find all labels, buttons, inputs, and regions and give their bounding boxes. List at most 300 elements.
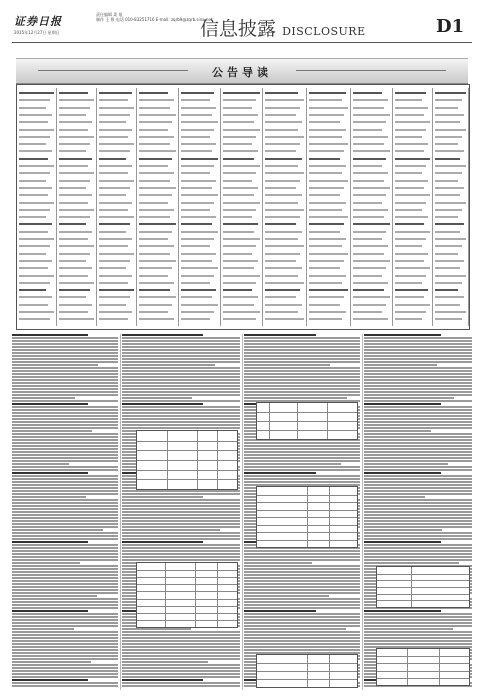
text-line — [12, 574, 118, 576]
text-line — [244, 391, 360, 393]
text-line — [12, 658, 118, 660]
guide-entry — [99, 114, 130, 116]
guide-entry — [223, 260, 258, 262]
guide-entry — [309, 289, 348, 291]
text-line — [12, 673, 118, 675]
guide-entry — [309, 187, 344, 189]
text-line — [12, 511, 118, 513]
guide-entry — [99, 180, 134, 182]
guide-entry — [309, 114, 344, 116]
table-row — [377, 587, 469, 588]
guide-entry — [435, 92, 466, 94]
guide-entry — [395, 282, 422, 284]
text-line — [364, 430, 431, 432]
guide-entry — [435, 187, 464, 189]
text-line — [244, 628, 346, 630]
text-line — [122, 388, 240, 390]
text-line — [244, 352, 360, 354]
table-row — [137, 577, 237, 578]
text-line — [12, 490, 118, 492]
guide-entry — [59, 296, 86, 298]
text-line — [12, 451, 118, 453]
column-separator — [362, 334, 363, 690]
text-line — [122, 652, 240, 654]
text-line — [12, 562, 80, 564]
text-line — [364, 388, 472, 390]
guide-entry — [139, 107, 170, 109]
text-line — [364, 427, 472, 429]
guide-entry — [435, 165, 466, 167]
guide-entry — [395, 187, 424, 189]
guide-entry — [181, 121, 218, 123]
text-line — [244, 340, 360, 342]
guide-entry — [223, 296, 258, 298]
guide-entry — [353, 318, 388, 320]
guide-entry — [59, 121, 92, 123]
guide-entry — [353, 129, 382, 131]
text-line — [122, 535, 240, 537]
guide-entry — [353, 180, 384, 182]
text-line — [364, 466, 472, 468]
text-line — [122, 340, 240, 342]
text-line — [244, 349, 360, 351]
guide-entry — [59, 194, 92, 196]
text-line — [12, 343, 118, 345]
guide-entry — [353, 165, 382, 167]
text-line — [12, 685, 118, 687]
text-line — [244, 382, 360, 384]
table-column-rule — [167, 431, 168, 489]
editor-line: 责任编辑 姜 旭 — [96, 12, 123, 17]
text-line — [122, 496, 203, 498]
text-line — [364, 433, 472, 435]
guide-entry — [59, 187, 86, 189]
text-line — [364, 550, 472, 552]
text-line — [364, 631, 472, 633]
guide-entry — [395, 180, 428, 182]
text-line — [12, 379, 118, 381]
text-line — [12, 364, 98, 366]
text-line — [364, 487, 472, 489]
guide-entry — [19, 267, 48, 269]
column-separator — [120, 334, 121, 690]
guide-entry — [19, 136, 50, 138]
text-line — [122, 358, 240, 360]
text-line — [12, 508, 118, 510]
guide-entry — [223, 150, 258, 152]
text-line — [364, 634, 472, 636]
guide-entry — [99, 129, 132, 131]
text-line — [244, 454, 360, 456]
guide-entry — [99, 158, 126, 160]
text-line — [122, 352, 240, 354]
guide-entry — [139, 143, 170, 145]
text-line — [364, 421, 472, 423]
text-line — [364, 364, 437, 366]
guide-entry — [265, 223, 296, 225]
guide-entry — [139, 282, 174, 284]
text-line — [12, 439, 118, 441]
text-line — [122, 529, 220, 531]
guide-entry — [223, 107, 252, 109]
guide-entry — [265, 275, 298, 277]
text-line — [244, 583, 360, 585]
text-line — [364, 397, 454, 399]
guide-entry — [353, 121, 386, 123]
text-line — [364, 547, 472, 549]
guide-entry — [353, 245, 388, 247]
text-line — [364, 493, 472, 495]
text-line — [244, 445, 360, 447]
text-line — [12, 625, 118, 627]
text-line — [364, 562, 459, 564]
guide-entry — [265, 296, 296, 298]
text-line — [364, 622, 472, 624]
data-table — [136, 430, 238, 490]
guide-entry — [223, 187, 258, 189]
guide-entry — [309, 172, 342, 174]
text-line — [244, 478, 360, 480]
text-line — [244, 469, 360, 471]
guide-entry — [265, 253, 300, 255]
guide-entry — [139, 165, 168, 167]
text-line — [122, 526, 240, 528]
guide-entry — [59, 209, 94, 211]
text-line — [244, 610, 316, 612]
guide-entry — [265, 180, 300, 182]
guide-entry — [181, 282, 210, 284]
table-row — [137, 570, 237, 571]
guide-entry — [59, 180, 90, 182]
issue-info — [96, 12, 212, 22]
text-line — [12, 541, 88, 543]
text-line — [244, 586, 360, 588]
table-row — [257, 421, 357, 422]
text-line — [122, 520, 240, 522]
data-table — [136, 562, 238, 628]
text-line — [12, 586, 118, 588]
text-line — [12, 400, 118, 402]
guide-entry — [181, 260, 212, 262]
text-line — [12, 340, 118, 342]
guide-entry — [265, 136, 304, 138]
guide-entry — [265, 92, 298, 94]
text-line — [12, 385, 118, 387]
text-line — [244, 634, 360, 636]
text-line — [364, 640, 472, 642]
guide-entry — [19, 202, 54, 204]
text-line — [364, 460, 472, 462]
dateline: 2015年12月27日 星期日 — [14, 30, 60, 35]
guide-entry — [435, 121, 460, 123]
text-line — [12, 337, 118, 339]
guide-entry — [435, 202, 466, 204]
guide-entry — [99, 260, 130, 262]
text-line — [364, 472, 441, 474]
guide-entry — [19, 158, 48, 160]
guide-entry — [99, 223, 130, 225]
text-line — [364, 532, 472, 534]
guide-entry — [181, 245, 210, 247]
text-line — [364, 520, 472, 522]
guide-entry — [395, 275, 426, 277]
text-line — [12, 676, 118, 678]
guide-entry — [59, 275, 88, 277]
guide-entry — [435, 260, 464, 262]
text-line — [12, 544, 118, 546]
page-header — [0, 0, 484, 46]
text-line — [12, 424, 118, 426]
guide-entry — [309, 318, 342, 320]
text-line — [364, 514, 472, 516]
text-line — [122, 523, 240, 525]
text-line — [12, 478, 118, 480]
guide-entry — [139, 92, 168, 94]
text-line — [364, 625, 472, 627]
guide-entry — [395, 143, 428, 145]
text-line — [122, 682, 240, 684]
text-line — [244, 334, 316, 336]
guide-entry — [353, 172, 388, 174]
guide-entry — [19, 187, 52, 189]
text-line — [364, 400, 472, 402]
text-line — [12, 553, 118, 555]
guide-entry — [435, 180, 458, 182]
data-table — [376, 566, 470, 608]
text-line — [364, 409, 472, 411]
text-line — [244, 394, 360, 396]
text-line — [364, 391, 472, 393]
text-line — [12, 499, 118, 501]
text-line — [364, 508, 472, 510]
guide-entry — [99, 165, 132, 167]
guide-entry — [309, 180, 348, 182]
guide-entry — [19, 253, 46, 255]
text-line — [364, 415, 472, 417]
text-line — [122, 418, 240, 420]
guide-entry — [223, 267, 254, 269]
guide-entry — [223, 318, 256, 320]
text-line — [122, 673, 240, 675]
text-line — [364, 484, 472, 486]
guide-entry — [59, 304, 92, 306]
text-line — [122, 424, 240, 426]
text-line — [364, 544, 472, 546]
text-line — [12, 466, 118, 468]
text-line — [12, 445, 118, 447]
guide-entry — [19, 260, 52, 262]
text-line — [12, 484, 118, 486]
guide-entry — [309, 92, 346, 94]
guide-entry — [353, 260, 390, 262]
text-line — [12, 643, 118, 645]
text-line — [364, 385, 472, 387]
text-line — [12, 427, 118, 429]
guide-entry — [99, 136, 128, 138]
text-line — [122, 646, 240, 648]
table-row — [257, 430, 357, 431]
guide-entry — [139, 260, 176, 262]
text-line — [364, 418, 472, 420]
text-line — [12, 472, 88, 474]
guide-entry — [223, 282, 256, 284]
guide-entry — [395, 114, 424, 116]
guide-entry — [19, 121, 48, 123]
guide-entry — [223, 92, 260, 94]
table-row — [137, 450, 237, 451]
guide-entry — [435, 282, 462, 284]
guide-entry — [353, 202, 382, 204]
guide-column — [97, 88, 137, 326]
guide-entry — [223, 143, 252, 145]
guide-entry — [353, 216, 384, 218]
guide-column — [179, 88, 221, 326]
text-line — [122, 640, 240, 642]
text-line — [364, 616, 472, 618]
guide-entry — [395, 194, 430, 196]
guide-entry — [19, 311, 54, 313]
guide-entry — [395, 172, 422, 174]
text-line — [244, 625, 360, 627]
guide-entry — [181, 304, 218, 306]
text-line — [12, 550, 118, 552]
guide-entry — [19, 194, 48, 196]
text-line — [244, 367, 360, 369]
guide-entry — [139, 275, 168, 277]
text-line — [12, 580, 118, 582]
guide-entry — [353, 289, 384, 291]
data-table — [256, 486, 358, 548]
text-line — [12, 361, 118, 363]
text-line — [12, 403, 88, 405]
guide-entry — [309, 238, 346, 240]
text-line — [244, 574, 360, 576]
table-column-rule — [329, 487, 330, 547]
text-line — [12, 595, 97, 597]
guide-entry — [181, 216, 216, 218]
text-line — [244, 475, 360, 477]
text-line — [244, 565, 360, 567]
text-line — [12, 556, 118, 558]
guide-entry — [309, 282, 342, 284]
guide-entry — [139, 121, 172, 123]
text-line — [244, 451, 360, 453]
text-line — [244, 460, 360, 462]
guide-entry — [59, 231, 92, 233]
column-separator — [242, 334, 243, 690]
guide-banner — [16, 58, 468, 84]
text-line — [364, 517, 472, 519]
guide-entry — [265, 114, 296, 116]
guide-entry — [59, 114, 86, 116]
text-line — [122, 559, 240, 561]
text-line — [12, 565, 118, 567]
guide-entry — [223, 238, 260, 240]
text-line — [122, 541, 203, 543]
guide-entry — [223, 253, 252, 255]
guide-entry — [99, 202, 132, 204]
text-line — [12, 457, 118, 459]
guide-entry — [139, 267, 172, 269]
text-line — [122, 643, 240, 645]
guide-entry — [353, 223, 390, 225]
text-line — [12, 388, 118, 390]
guide-entry — [181, 231, 218, 233]
guide-entry — [99, 187, 130, 189]
text-line — [364, 445, 472, 447]
guide-entry — [139, 150, 176, 152]
guide-entry — [395, 202, 426, 204]
section-title — [200, 14, 366, 41]
text-line — [12, 661, 91, 663]
guide-entry — [265, 202, 298, 204]
guide-entry — [19, 143, 46, 145]
text-line — [364, 448, 472, 450]
guide-entry — [181, 311, 214, 313]
guide-entry — [19, 209, 50, 211]
guide-entry — [309, 150, 344, 152]
text-line — [12, 613, 118, 615]
text-line — [12, 430, 92, 432]
text-line — [122, 538, 240, 540]
text-line — [364, 526, 472, 528]
text-line — [364, 523, 472, 525]
guide-entry — [181, 136, 210, 138]
text-line — [12, 421, 118, 423]
guide-entry — [59, 136, 94, 138]
guide-entry — [265, 150, 296, 152]
text-column — [364, 334, 472, 690]
text-line — [12, 517, 118, 519]
text-line — [12, 559, 118, 561]
section-title-en: DISCLOSURE — [282, 25, 366, 38]
guide-entry — [19, 231, 48, 233]
text-line — [364, 355, 472, 357]
text-line — [12, 418, 118, 420]
text-line — [12, 526, 118, 528]
guide-entry — [353, 143, 384, 145]
guide-entry — [309, 253, 348, 255]
text-line — [364, 556, 472, 558]
text-line — [122, 397, 192, 399]
text-line — [12, 523, 118, 525]
guide-entry — [265, 238, 298, 240]
guide-entry — [19, 223, 52, 225]
text-line — [244, 580, 360, 582]
guide-entry — [139, 172, 174, 174]
guide-entry — [99, 238, 132, 240]
guide-entry — [309, 209, 342, 211]
guide-entry — [139, 296, 176, 298]
text-line — [122, 385, 240, 387]
guide-entry — [223, 129, 260, 131]
guide-entry — [181, 296, 212, 298]
guide-entry — [395, 318, 422, 320]
guide-entry — [59, 165, 88, 167]
text-line — [364, 538, 472, 540]
text-line — [364, 346, 472, 348]
guide-entry — [59, 282, 94, 284]
guide-entry — [395, 92, 426, 94]
text-line — [364, 403, 441, 405]
guide-entry — [309, 223, 344, 225]
guide-entry — [395, 296, 424, 298]
text-line — [122, 493, 240, 495]
guide-entry — [223, 165, 260, 167]
text-line — [122, 409, 240, 411]
guide-entry — [223, 121, 254, 123]
text-line — [12, 616, 118, 618]
